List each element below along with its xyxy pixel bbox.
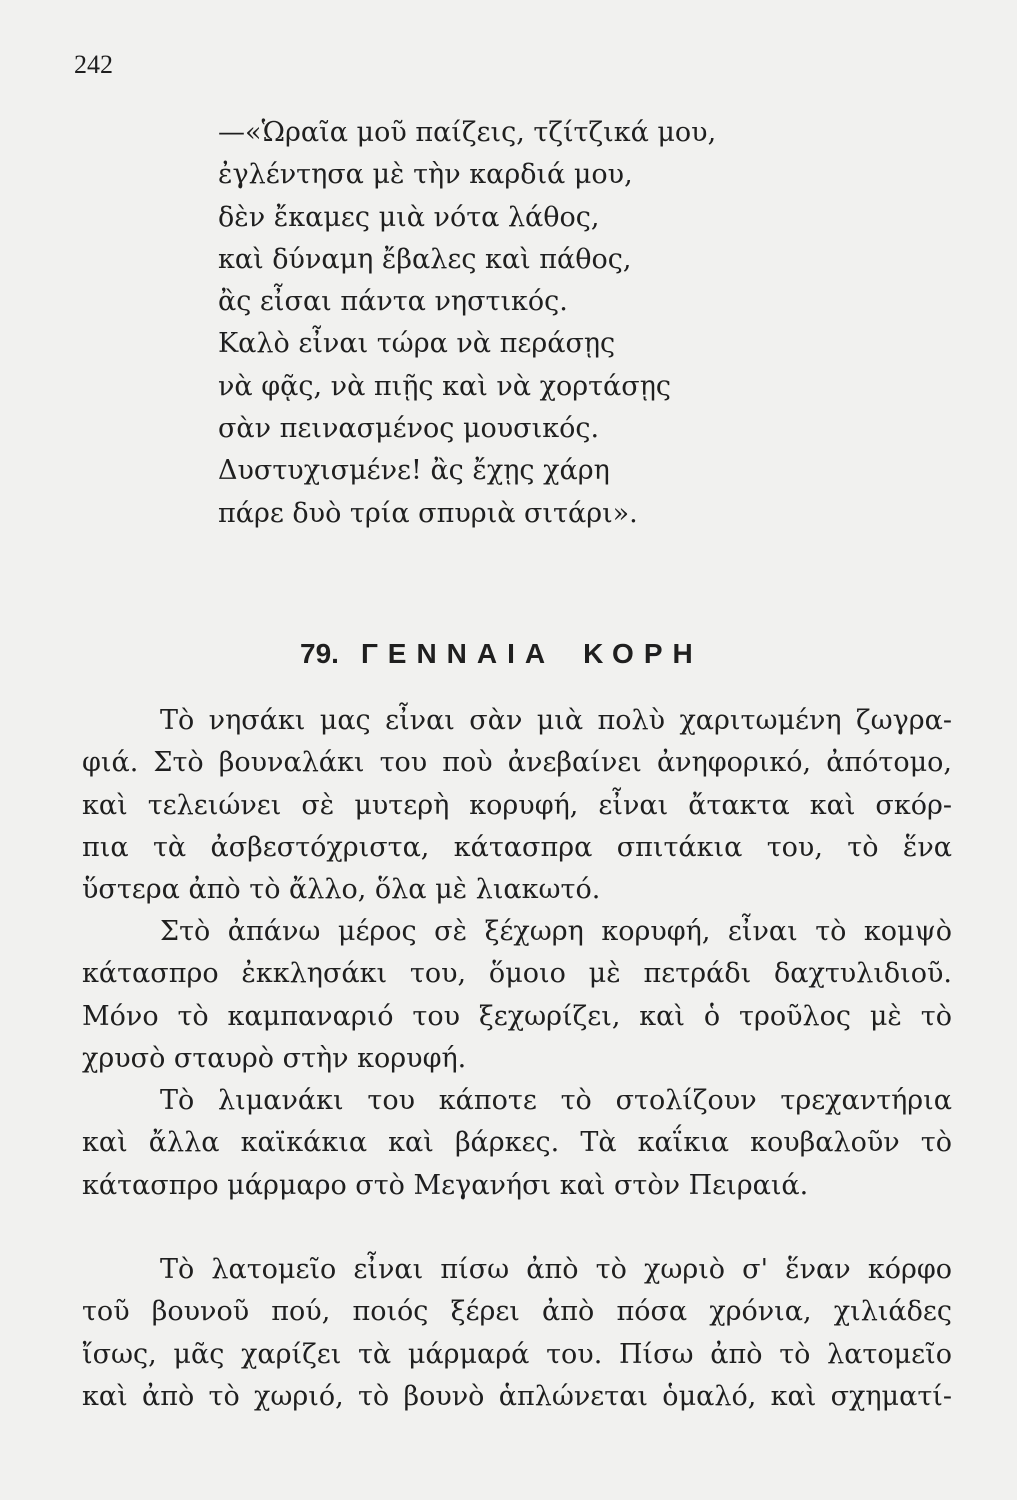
poem-line: ἐγλέντησα μὲ τὴν καρδιά μου,: [218, 159, 633, 191]
poem-line: πάρε δυὸ τρία σπυριὰ σιτάρι».: [218, 497, 638, 529]
chapter-heading: [300, 638, 703, 670]
text-line: κάτασπρο ἐκκλησάκι του, ὅμοιο μὲ πετράδι δαχτυλιδιοῦ.: [82, 958, 952, 990]
poem-line: Καλὸ εἶναι τώρα νὰ περάσῃς: [218, 328, 616, 360]
chapter-number: 79.: [300, 638, 339, 669]
text-line: καὶ ἄλλα καϊκάκια καὶ βάρκες. Τὰ καΐκια κουβαλοῦν τὸ: [82, 1127, 952, 1159]
text-line: Στὸ ἀπάνω μέρος σὲ ξέχωρη κορυφή, εἶναι τὸ κομψὸ: [160, 916, 952, 947]
poem-line: Δυστυχισμένε! ἂς ἔχῃς χάρη: [218, 455, 610, 487]
text-line: κάτασπρο μάρμαρο στὸ Μεγανήσι καὶ στὸν Πειραιά.: [82, 1169, 809, 1201]
text-line: ἴσως, μᾶς χαρίζει τὰ μάρμαρά του. Πίσω ἀπὸ τὸ λατομεῖο: [82, 1338, 952, 1370]
poem-line: σὰν πεινασμένος μουσικός.: [218, 413, 600, 445]
chapter-title-word: ΓΕΝΝΑΙΑ: [360, 638, 556, 669]
paragraph: [82, 1249, 952, 1418]
text-line: Μόνο τὸ καμπαναριό του ξεχωρίζει, καὶ ὁ τροῦλος μὲ τὸ: [82, 1000, 952, 1032]
poem-line: ἂς εἶσαι πάντα νηστικός.: [218, 286, 568, 318]
poem-line: —«Ὡραῖα μοῦ παίζεις, τζίτζικά μου,: [218, 117, 717, 148]
chapter-title-word: ΚΟΡΗ: [583, 638, 703, 669]
text-line: ὕστερα ἀπὸ τὸ ἄλλο, ὅλα μὲ λιακωτό.: [82, 874, 601, 906]
text-line: καὶ ἀπὸ τὸ χωριό, τὸ βουνὸ ἁπλώνεται ὁμαλό, καὶ σχηματί-: [82, 1380, 952, 1412]
paragraph: [82, 700, 952, 911]
text-line: καὶ τελειώνει σὲ μυτερὴ κορυφή, εἶναι ἄτακτα καὶ σκόρ-: [82, 789, 952, 821]
text-line: χρυσὸ σταυρὸ στὴν κορυφή.: [82, 1042, 467, 1074]
text-line: Τὸ νησάκι μας εἶναι σὰν μιὰ πολὺ χαριτωμένη ζωγρα-: [160, 705, 952, 736]
page-number: 242: [74, 50, 113, 79]
text-line: τοῦ βουνοῦ πού, ποιός ξέρει ἀπὸ πόσα χρόνια, χιλιάδες: [82, 1296, 952, 1328]
poem-line: δὲν ἔκαμες μιὰ νότα λάθος,: [218, 201, 600, 233]
poem-line: νὰ φᾷς, νὰ πιῇς καὶ νὰ χορτάσῃς: [218, 370, 671, 402]
poem-stanza: [218, 112, 716, 535]
text-line: φιά. Στὸ βουναλάκι του ποὺ ἀνεβαίνει ἀνηφορικό, ἀπότομο,: [82, 747, 952, 779]
paragraph: [82, 911, 952, 1080]
paragraph: [82, 1080, 952, 1207]
text-line: Τὸ λατομεῖο εἶναι πίσω ἀπὸ τὸ χωριὸ σ' ἕναν κόρφο: [160, 1254, 952, 1285]
poem-line: καὶ δύναμη ἔβαλες καὶ πάθος,: [218, 243, 632, 275]
text-line: Τὸ λιμανάκι του κάποτε τὸ στολίζουν τρεχαντήρια: [160, 1085, 952, 1116]
text-line: πια τὰ ἀσβεστόχριστα, κάτασπρα σπιτάκια του, τὸ ἕνα: [82, 831, 952, 863]
